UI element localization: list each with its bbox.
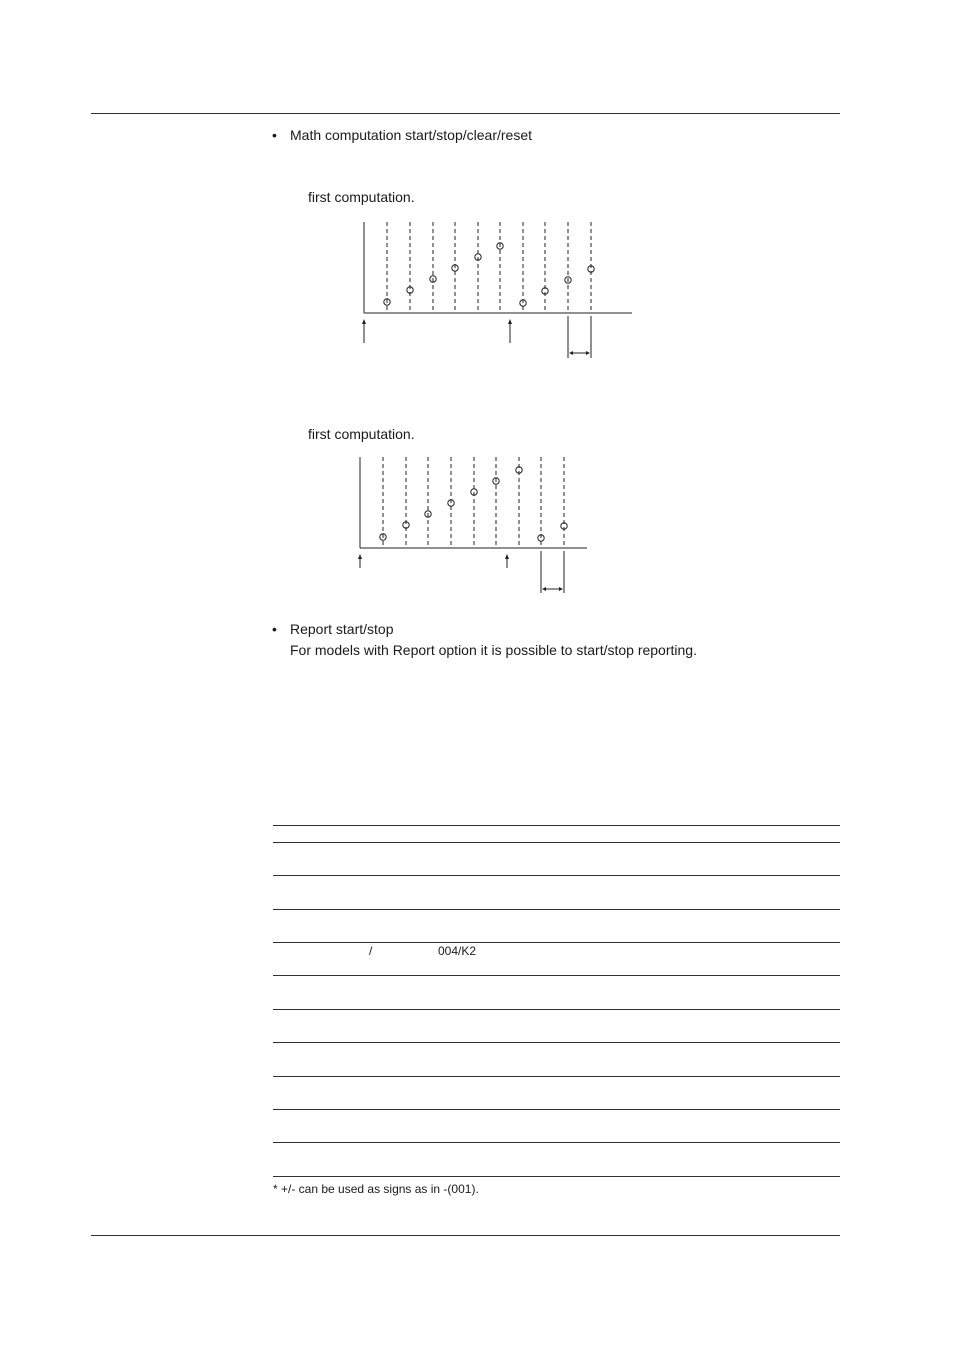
- table-rule: [273, 875, 840, 876]
- table-rule: [273, 842, 840, 843]
- table-rule: [273, 1176, 840, 1177]
- table-rule: [273, 825, 840, 826]
- footnote: * +/- can be used as signs as in -(001).: [273, 1182, 479, 1196]
- report-heading: Report start/stop: [290, 621, 394, 637]
- table-rule: [273, 975, 840, 976]
- bullet-math: •: [272, 127, 277, 143]
- bullet-report: •: [272, 621, 277, 637]
- table-rule: [273, 1009, 840, 1010]
- table-rule: [273, 1109, 840, 1110]
- case2-text: first computation.: [308, 426, 415, 442]
- table-rule: [273, 909, 840, 910]
- table-cell: /: [369, 944, 373, 958]
- table-cell: 004/K2: [438, 944, 477, 958]
- case1-text: first computation.: [308, 189, 415, 205]
- table-rule: [273, 1042, 840, 1043]
- report-description: For models with Report option it is possible to start/stop reporting.: [290, 642, 697, 658]
- table-rule: [273, 942, 840, 943]
- math-heading: Math computation start/stop/clear/reset: [290, 127, 532, 143]
- table-rule: [273, 1076, 840, 1077]
- table-rule: [273, 1142, 840, 1143]
